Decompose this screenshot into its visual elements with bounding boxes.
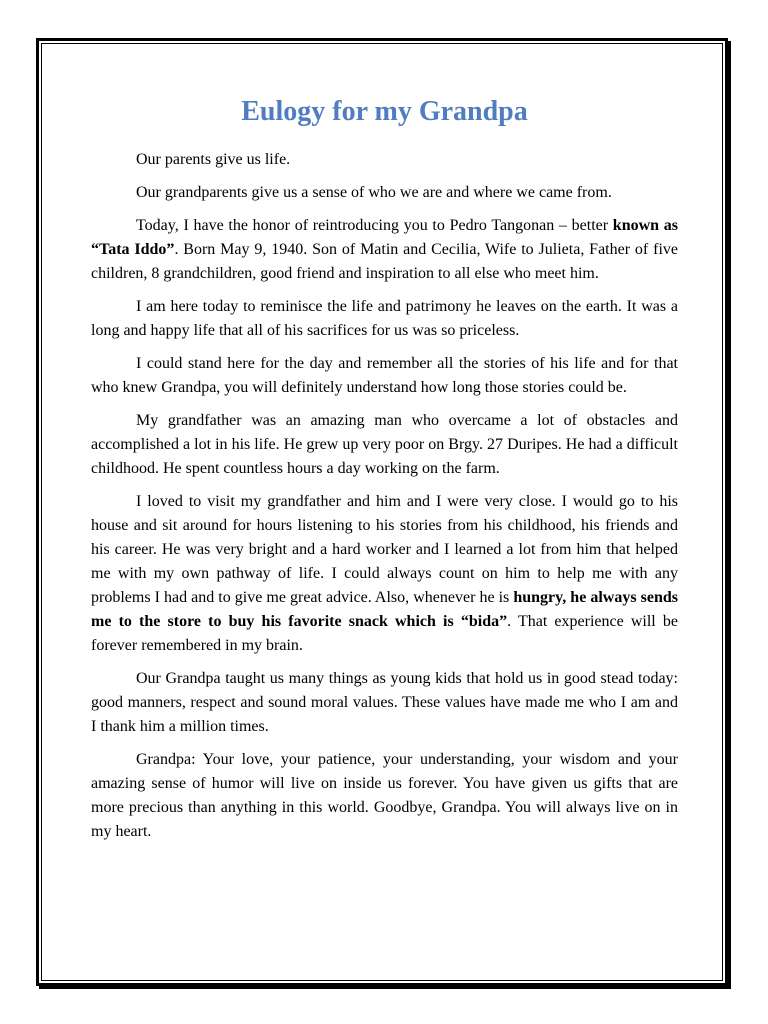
- paragraph-3-lead: Today, I have the honor of reintroducing you to Pedro Tangonan – better: [136, 217, 613, 234]
- nickname-bold-text: known as “Tata Iddo”: [91, 217, 678, 258]
- document-title: Eulogy for my Grandpa: [241, 96, 528, 127]
- paragraph-3-tail: . Born May 9, 1940. Son of Matin and Cecilia, Wife to Julieta, Father of five children, 8 grandchildren, good friend and inspiration to all else who meet him.: [91, 241, 678, 282]
- paragraph-9: Grandpa: Your love, your patience, your understanding, your wisdom and your amazing sense of humor will live on inside us forever. You have given us gifts that are more precious than anything in this world. Goodbye, Grandpa. You will always live on in my heart.: [91, 751, 678, 840]
- paragraph-6: My grandfather was an amazing man who overcame a lot of obstacles and accomplished a lot in his life. He grew up very poor on Brgy. 27 Duripes. He had a difficult childhood. He spent countless hours a day working on the farm.: [91, 412, 678, 477]
- paragraph-7-lead: I loved to visit my grandfather and him and I were very close. I would go to his house and sit around for hours listening to his stories from his childhood, his friends and his career. He was very bright and a hard worker and I learned a lot from him that helped me with my own pathway of life. I could always count on him to help me with any problems I had and to give me great advice. Also, whenever he is: [91, 493, 678, 606]
- paragraph-8: Our Grandpa taught us many things as young kids that hold us in good stead today: good manners, respect and sound moral values. These values have made me who I am and I thank him a million times.: [91, 670, 678, 735]
- paragraph-1: Our parents give us life.: [136, 151, 291, 168]
- paragraph-3: [91, 214, 678, 286]
- paragraph-5: I could stand here for the day and remember all the stories of his life and for that who knew Grandpa, you will definitely understand how long those stories could be.: [91, 355, 678, 396]
- document-body: [91, 92, 678, 853]
- paragraph-2: Our grandparents give us a sense of who we are and where we came from.: [136, 184, 612, 201]
- paragraph-7-tail: . That experience will be forever remembered in my brain.: [91, 613, 678, 654]
- paragraph-7: [91, 490, 678, 658]
- paragraph-4: I am here today to reminisce the life and patrimony he leaves on the earth. It was a long and happy life that all of his sacrifices for us was so priceless.: [91, 298, 678, 339]
- favorite-snack-bold-text: hungry, he always sends me to the store to buy his favorite snack which is “bida”: [91, 589, 678, 630]
